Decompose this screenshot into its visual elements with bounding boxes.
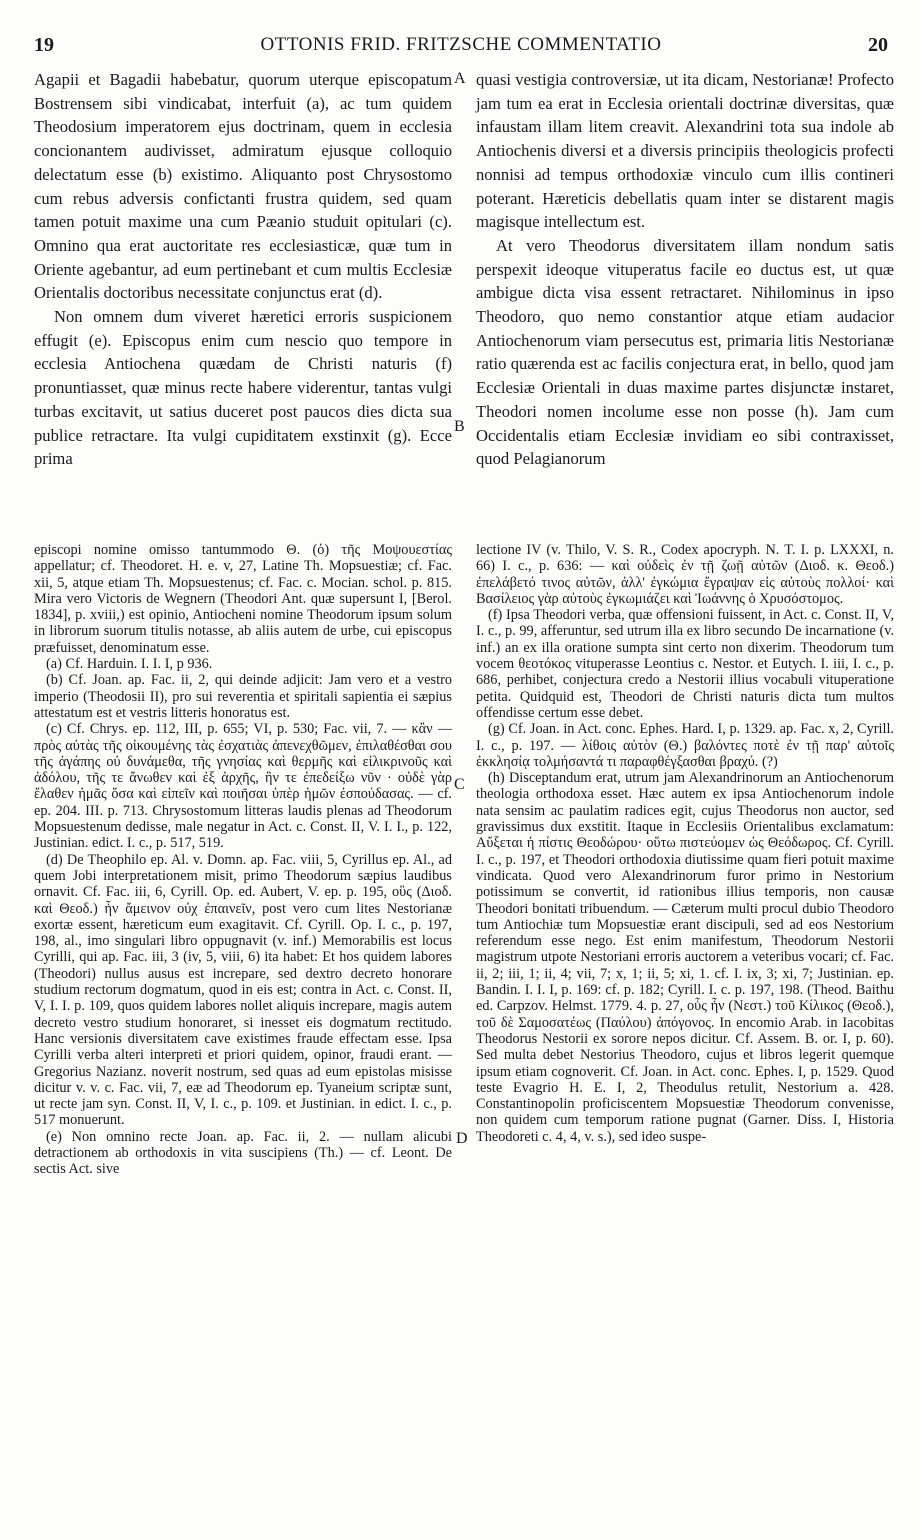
footnote: (h) Disceptandum erat, utrum jam Alexandrinorum an Antiochenorum theologia orthodoxa esset. Hæc autem ex ipsa Antiochenorum indole nata sensim ac paulatim radices egit, cujus Theodorus non auctor, sed gravissimus dux exstitit. Itaque in Ecclesiis Orientalibus exclamatum: Αὔξεται ἡ πίστις Θεοδώρου· οὕτω πιστεύομεν ὡς Θεόδωρος. Cf. Cyrill. I. c., p. 197, et Theodori orthodoxia diutissime quam fieri potuit maxime vindicata. Quod vero Alexandrinorum furor primo in Nestorium potissimum se convertit, id rationibus illius temporis, non causæ Theodori bonitati tribuendum. — Cæterum multi procul dubio Theodoro tum Antiochiæ tum Mopsuestiæ erant discipuli, sed ad eos Nestorium referendum esse nego. Est enim manifestum, Theodorum Nestorii magistrum utpote Nestoriani erroris auctorem a veteribus vocari; cf. Fac. ii, 2; iii, 1; ii, 4; vii, 7; x, 1; ii, 5; xi, 1. cf. I. ix, 3; xi, 7; Justinian. ep. Bandin. I. I. I, p. 169: cf. p. 182; Cyrill. I. c. p. 197, 198. (Theod. Baithu ed. Carpzov. Helmst. 1779. 4. p. 27, οὗς ἦν (Νεστ.) τοῦ Κίλικος (Θεοδ.), τοῦ δὲ Σαμοσατέως (Παύλου) ἀπόγονος. In encomio Arab. in Iacobitas Theodorus Nestorii ex sorore nepos dicitur. Cf. Assem. B. or. I, p. 60). Sed multa debet Nestorius Theodoro, cujus et libros legerit quemque ipsum etiam cognoverit. Cf. Joan. in Act. conc. Ephes. I, p. 1529. Quod teste Evagrio H. E. I, 2, Theodulus retulit, Nestorium a. 428. Constantinopolin proficiscentem Mopsuestiæ Theodorum convenisse, non quidem cum temporum ratione pugnat (Garner. Diss. I, Historia Theodoreti c. 4, 4, v. s.), sed ideo suspe- bbox=[476, 770, 894, 1145]
margin-letter-a: A bbox=[454, 70, 466, 87]
page-number-right: 20 bbox=[868, 34, 888, 56]
main-paragraph: Agapii et Bagadii habebatur, quorum uterque episcopatum Bostrensem sibi vindicabat, interfuit (a), ac tum quidem Theodosium imperatorem ejus doctrinam, quem in ecclesia concionantem audivisset, admiratum ejusque colloquio delectatum esse (b) existimo. Aliquanto post Chrysostomo cum rebus adversis confictanti frustra quidem, sed quam tamen potuit maxime una cum Pæanio studuit opitulari (c). Omnino qua erat auctoritate res ecclesiasticæ, quæ tum in Oriente agebantur, ad eum pertinebant et cum multis Ecclesiæ Orientalis doctoribus necessitate conjunctus erat (d). bbox=[34, 70, 452, 303]
footnotes-left-column bbox=[34, 542, 452, 1178]
running-header bbox=[34, 34, 888, 60]
footnote: (e) Non omnino recte Joan. ap. Fac. ii, 2. — nullam alicubi detractionem ab orthodoxis in vita suscipiens (Th.) — cf. Leont. De sectis Act. sive bbox=[34, 1128, 452, 1178]
footnote: (c) Cf. Chrys. ep. 112, III, p. 655; VI, p. 530; Fac. vii, 7. — κἂν — πρὸς αὐτὰς τῆς οἰκουμένης τὰς ἐσχατιὰς ἀπενεχθῶμεν, ἐπιλαθέσθαι σου τῆς ἀγάπης οὐ δυνάμεθα, τῆς γνησίας καὶ θερμῆς καὶ εἰλικρινοῦς καὶ ἀδόλου, τῆς τε ἄνωθεν καὶ ἐξ ἀρχῆς, ἣν τε ἐπεδείξω νῦν · οὐδὲ γὰρ ἔλαθεν ἡμᾶς ὅσα καὶ εἰπεῖν καὶ ποιῆσαι ὑπὲρ ἡμῶν ἐσπούδασας. — cf. ep. 204. III. p. 713. Chrysostomum litteras laudis plenas ad Theodorum Mopsuestenum dedisse, male negatur in Act. c. Const. II, V. I. I., p. 122, Justinian. edict. I. c., p. 517, 519. bbox=[34, 721, 452, 852]
main-paragraph: Non omnem dum viveret hæretici erroris suspicionem effugit (e). Episcopus enim cum nescio quo tempore in ecclesia Antiochena quædam de Christi naturis (f) pronuntiasset, quæ minus recte habere viderentur, tantas vulgi turbas excitavit, ut satius duceret post paucos dies dicta sua publice retractare. Ita vulgi cupiditatem exstinxit (g). Ecce prima bbox=[34, 307, 452, 469]
footnote: episcopi nomine omisso tantummodo Θ. (ὁ) τῆς Μοψουεστίας appellatur; cf. Theodoret. H. e. v, 27, Latine Th. Mopsuestiæ; cf. Fac. xii, 5, atque etiam Th. Mopsuestenus; cf. Fac. c. Mocian. schol. p. 815. Mira vero Victoris de Wegnern (Theodori Ant. quæ supersunt I, [Berol. 1834], p. xviii,) est opinio, Antiocheni nomine Theodorum ipsum solum in librorum suorum titulis notasse, ab aliis autem de urbe, cui episcopus præfuisset, denominatum esse. bbox=[34, 542, 452, 656]
footnote: (a) Cf. Harduin. I. I. I, p 936. bbox=[46, 656, 213, 673]
footnotes-right-column bbox=[476, 542, 894, 1145]
footnote: (g) Cf. Joan. in Act. conc. Ephes. Hard. I, p. 1329. ap. Fac. x, 2, Cyrill. I. c., p. 197. — λίθοις αὐτὸν (Θ.) βαλόντες ποτὲ ἐν τῇ παρ' αὐτοῖς ἐκκλησίᾳ τολμήσαντά τι παραφθέγξασθαι βραχύ. (?) bbox=[476, 721, 894, 770]
footnote: (f) Ipsa Theodori verba, quæ offensioni fuissent, in Act. c. Const. II, V, I. c., p. 99, afferuntur, sed utrum illa ex libro secundo De incarnatione (v. inf.) an ex illa oratione sumpta sint certo non dixerim. Theodorum tum vocem θεοτόκος vituperasse Leontius c. Nestor. et Eutych. I. iii, I. c., p. 686, perhibet, conjectura credo a Nestorii illius vocabuli vituperatione petita. Quidquid est, Theodori de Christi naturis dicta tum multos offendisse certum esse debet. bbox=[476, 607, 894, 721]
margin-letter-c: C bbox=[454, 776, 465, 793]
page-number-left: 19 bbox=[34, 34, 54, 56]
running-title: OTTONIS FRID. FRITZSCHE COMMENTATIO bbox=[260, 34, 662, 55]
margin-letter-b: B bbox=[454, 418, 465, 435]
margin-letter-d: D bbox=[456, 1130, 468, 1147]
footnote: (d) De Theophilo ep. Al. v. Domn. ap. Fac. viii, 5, Cyrillus ep. Al., ad quem Jobi interpretationem misit, primo Theodorum sæpius laudibus ornavit. Cf. Fac. iii, 6, Cyrill. Op. ed. Aubert, V. ep. p. 195, οὓς (Διοδ. καὶ Θεοδ.) ἦν ἄμεινον οὐχ ἐπαινεῖν, post vero cum lites Nestorianæ exortæ essent, hæreticum eum exagitavit. Cf. Cyrill. Op. I. c., p. 197, 198, al., imo singulari libro oppugnavit (v. inf.) Memorabilis est locus Cyrilli, qui ap. Fac. iii, 3 (iv, 5, viii, 6) ita habet: Et hos quidem labores (Theodori) nullus ausus est increpare, sed dextro decreto honorare studium rectorum dogmatum, quod in eis est; contra in Act. c. Const. II, V, I. I. p. 109, quos quidem labores nollet aliquis increpare, magis autem decreto vestro studium honoraret, si inesset eis dogmatum rectitudo. Hanc versionis diversitatem cave existimes fraude effectam esse. Ipsa Cyrilli verba alteri interpreti et priori quidem, opinor, fraudi erant. — Gregorius Nazianz. noverit nostrum, sed quas ad eum epistolas misisse dicitur v. v. c. Fac. vii, 7, eæ ad Theodorum ep. Tyaneium scriptæ sunt, ut recte jam syn. Const. II, V, I. c., p. 109. et Justinian. in edict. I. c., p. 517 monuerunt. bbox=[34, 851, 452, 1129]
main-paragraph: At vero Theodorus diversitatem illam nondum satis perspexit ideoque vituperatus facile eo ductus est, ut quæ ambigue dicta visa essent retractaret. Nihilominus in ipso Theodoro, quo nemo constantior atque etiam audacior Antiochenorum viam persecutus est, primaria litis Nestorianæ ratio quærenda est ac facilis conjectura erat, in bello, quod jam Ecclesiæ Orientali in duas maxime partes disjunctæ instaret, Theodori nomen incolume esse non posse (h). Jam cum Occidentalis etiam Ecclesiæ invidiam eo sibi contraxisset, quod Pelagianorum bbox=[476, 235, 894, 469]
footnote: lectione IV (v. Thilo, V. S. R., Codex apocryph. N. T. I. p. LXXXI, n. 66) I. c., p. 636: — καὶ οὐδεὶς ἐν τῇ ζωῇ αὐτῶν (Διοδ. κ. Θεοδ.) ἐπελάβετό τινος αὐτῶν, ἀλλ' ἐγκώμια ἔγραψαν εἰς αὐτοὺς πολλοί· καὶ Βασίλειος γὰρ αὐτοὺς ἐγκωμιάζει καὶ Ἰωάννης ὁ Χρυσόστομος. bbox=[476, 542, 894, 607]
main-text-right-column bbox=[476, 68, 894, 471]
main-text-left-column bbox=[34, 68, 452, 471]
main-paragraph: quasi vestigia controversiæ, ut ita dicam, Nestorianæ! Profecto jam tum ea erat in Ecclesia orientali doctrinæ diversitas, quæ infaustam illam litem creavit. Alexandrini tota sua indole ab Antiochenis diversi et a diversis principiis theologicis profecti nonnisi ad tempus orthodoxiæ vinculo cum illis contineri poterant. Hæreticis debellatis quam inter se distarent magis magisque intellectum est. bbox=[476, 70, 894, 232]
footnote: (b) Cf. Joan. ap. Fac. ii, 2, qui deinde adjicit: Jam vero et a vestro imperio (Theodosii II), pro sui reverentia et spiritali sapientia ei sæpius attestatum est et vestris litteris honoratus est. bbox=[34, 672, 452, 721]
